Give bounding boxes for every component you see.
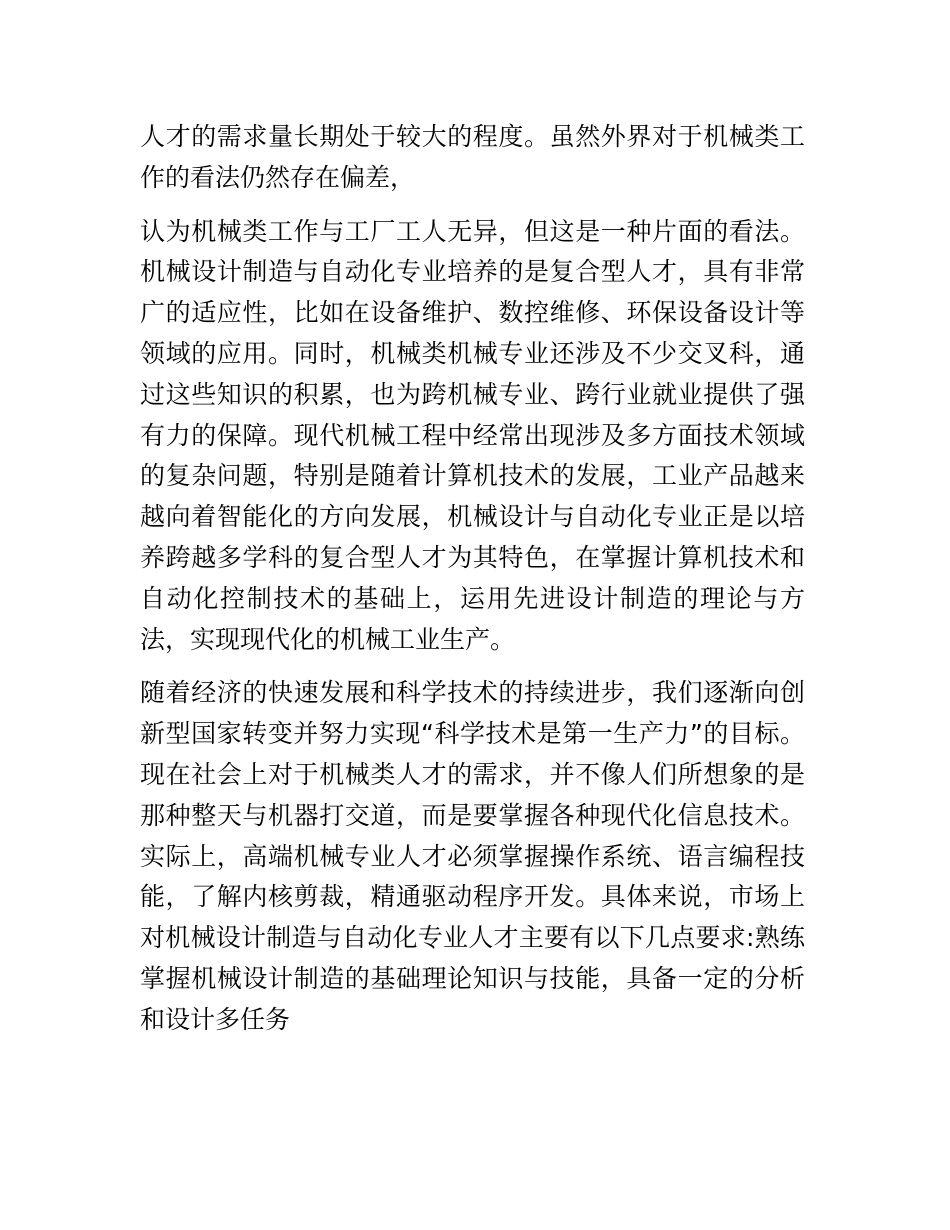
document-body [140,117,805,1054]
paragraph-1: 人才的需求量长期处于较大的程度。虽然外界对于机械类工作的看法仍然存在偏差， [140,122,805,192]
paragraph-2: 认为机械类工作与工厂工人无异，但这是一种片面的看法。机械设计制造与自动化专业培养的是复合型人才，具有非常广的适应性，比如在设备维护、数控维修、环保设备设计等领域的应用。同时，机械类机械专业还涉及不少交叉科，通过这些知识的积累，也为跨机械专业、跨行业就业提供了强有力的保障。现代机械工程中经常出现涉及多方面技术领域的复杂问题，特别是随着计算机技术的发展，工业产品越来越向着智能化的方向发展，机械设计与自动化专业正是以培养跨越多学科的复合型人才为其特色，在掌握计算机技术和自动化控制技术的基础上，运用先进设计制造的理论与方法，实现现代化的机械工业生产。 [140,216,805,654]
paragraph-3: 随着经济的快速发展和科学技术的持续进步，我们逐渐向创新型国家转变并努力实现“科学技术是第一生产力”的目标。现在社会上对于机械类人才的需求，并不像人们所想象的是那种整天与机器打交道，而是要掌握各种现代化信息技术。实际上，高端机械专业人才必须掌握操作系统、语言编程技能，了解内核剪裁，精通驱动程序开发。具体来说，市场上对机械设计制造与自动化专业人才主要有以下几点要求:熟练掌握机械设计制造的基础理论知识与技能，具备一定的分析和设计多任务 [140,678,805,1034]
